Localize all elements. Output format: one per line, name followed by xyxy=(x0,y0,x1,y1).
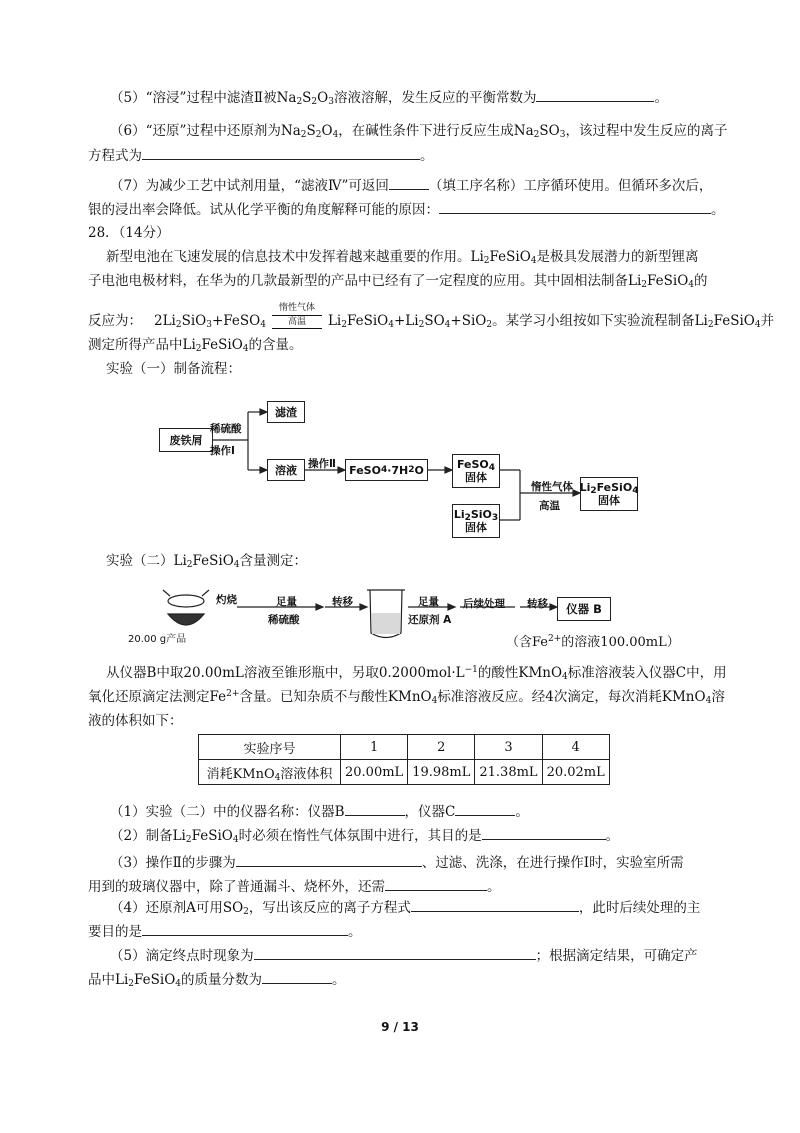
s4: （4）还原剂A可用$SO_2$，写出该反应的离子方程式 ，此时后续处理的主 xyxy=(110,897,700,918)
f2-burn: 灼烧 xyxy=(216,594,237,606)
flow-high-temp: 高温 xyxy=(539,500,560,512)
f2-amount2: 足量 xyxy=(418,596,439,608)
s3: （3）操作Ⅱ的步骤为 、过滤、洗涤，在进行操作Ⅰ时，实验室所需 xyxy=(110,852,684,873)
f2-transfer1: 转移 xyxy=(332,596,353,608)
reaction-arrow: 惰性气体 高温 xyxy=(272,315,322,329)
q6-b: 方程式为 。 xyxy=(88,145,434,166)
q7-b: 银的浸出率会降低。试从化学平衡的角度解释可能的原因： 。 xyxy=(88,199,725,220)
f2-product: 20.00 g产品 xyxy=(128,634,187,645)
flow-dilute-acid: 稀硫酸 xyxy=(210,423,242,435)
f2-amount1: 足量 xyxy=(276,596,297,608)
flow-product: $Li_2FeSiO_4$ 固体 xyxy=(580,477,638,511)
f2-note: （含$Fe^{2+}$的溶液100.00mL） xyxy=(506,634,680,650)
flow-op2: 操作Ⅱ xyxy=(308,458,336,470)
page-number: 9 / 13 xyxy=(381,1020,419,1034)
flow-op1: 操作Ⅰ xyxy=(210,445,235,457)
flow-feso4-solid: FeSO$_4$ 固体 xyxy=(452,454,500,488)
f2-acid: 稀硫酸 xyxy=(268,614,300,626)
crucible-sketch xyxy=(163,590,209,625)
p28-head: 28．（14分） xyxy=(88,225,170,241)
s3-b: 用到的玻璃仪器中，除了普通漏斗、烧杯外，还需 。 xyxy=(88,876,501,897)
s2: （2）制备$Li_2FeSiO_4$时必须在惰性气体氛围中进行，其目的是 。 xyxy=(110,825,619,846)
flow-waste-iron: 废铁屑 xyxy=(159,428,213,452)
flow-feso4-hydrate: FeSO 4 ·7H 2 O xyxy=(345,459,428,481)
f2-post: 后续处理 xyxy=(463,598,505,610)
p5: 液的体积如下： xyxy=(88,713,183,729)
exp1-title: 实验（一）制备流程： xyxy=(106,361,241,377)
flow-solution: 溶液 xyxy=(267,459,305,481)
titration-table: 实验序号 1 2 3 4 消耗KMnO$_4$溶液体积 20.00mL 19.98mL 21.38mL 20.02mL xyxy=(198,734,610,785)
p28-l4: 测定所得产品中$Li_2FeSiO_4$的含量。 xyxy=(88,337,303,354)
p4: 氧化还原滴定法测定$Fe^{2+}$含量。已知杂质不与酸性KMnO$_4$标准溶液反应。经4次滴定，每次消耗KMnO$_4$溶 xyxy=(88,689,725,706)
p28-l2: 子电池电极材料，在华为的几款最新型的产品中已经有了一定程度的应用。其中固相法制备$Li_2FeSiO_4$的 xyxy=(88,273,708,290)
flow-residue: 滤渣 xyxy=(267,401,305,423)
p28-l1: 新型电池在飞速发展的信息技术中发挥着越来越重要的作用。$Li_2FeSiO_4$是极具发展潜力的新型锂离 xyxy=(106,249,699,266)
f2-instrument-b: 仪器 B xyxy=(557,597,611,621)
f2-transfer2: 转移 xyxy=(527,598,548,610)
q6: （6）“还原”过程中还原剂为$Na_2S_2O_4$，在碱性条件下进行反应生成$Na_2SO_3$，该过程中发生反应的离子 xyxy=(110,123,728,140)
p28-rx: 反应为： $2Li_2SiO_3+FeSO_4$ 惰性气体 高温 $Li_2FeSiO_4+Li_2SO_4+SiO_2$。某学习小组按如下实验流程制备$Li_2FeSiO_4$并 xyxy=(88,302,775,330)
flow-li2sio3: $Li_2SiO_3$ 固体 xyxy=(452,504,500,538)
s5: （5）滴定终点时现象为 ；根据滴定结果，可确定产 xyxy=(110,945,698,966)
q7: （7）为减少工艺中试剂用量，“滤液Ⅳ”可返回 （填工序名称）工序循环使用。但循环多次后， xyxy=(110,175,712,196)
s4-b: 要目的是 。 xyxy=(88,921,362,942)
p3: 从仪器B中取20.00mL溶液至锥形瓶中，另取$0.2000mol\cdot L^{-1}$的酸性KMnO$_4$标准溶液装入仪器C中，用 xyxy=(106,665,727,682)
flow-inert-gas: 惰性气体 xyxy=(531,481,573,493)
beaker-sketch xyxy=(367,590,405,638)
q5: （5）“溶浸”过程中滤渣Ⅱ被$Na_2S_2O_3$溶液溶解，发生反应的平衡常数为 。 xyxy=(110,87,668,108)
exp2-title: 实验（二）$Li_2FeSiO_4$含量测定： xyxy=(106,553,308,570)
s5-b: 品中$Li_2FeSiO_4$的质量分数为 。 xyxy=(88,969,346,990)
s1: （1）实验（二）中的仪器名称：仪器B ，仪器C 。 xyxy=(110,801,529,822)
f2-reductant: 还原剂 A xyxy=(408,614,452,626)
